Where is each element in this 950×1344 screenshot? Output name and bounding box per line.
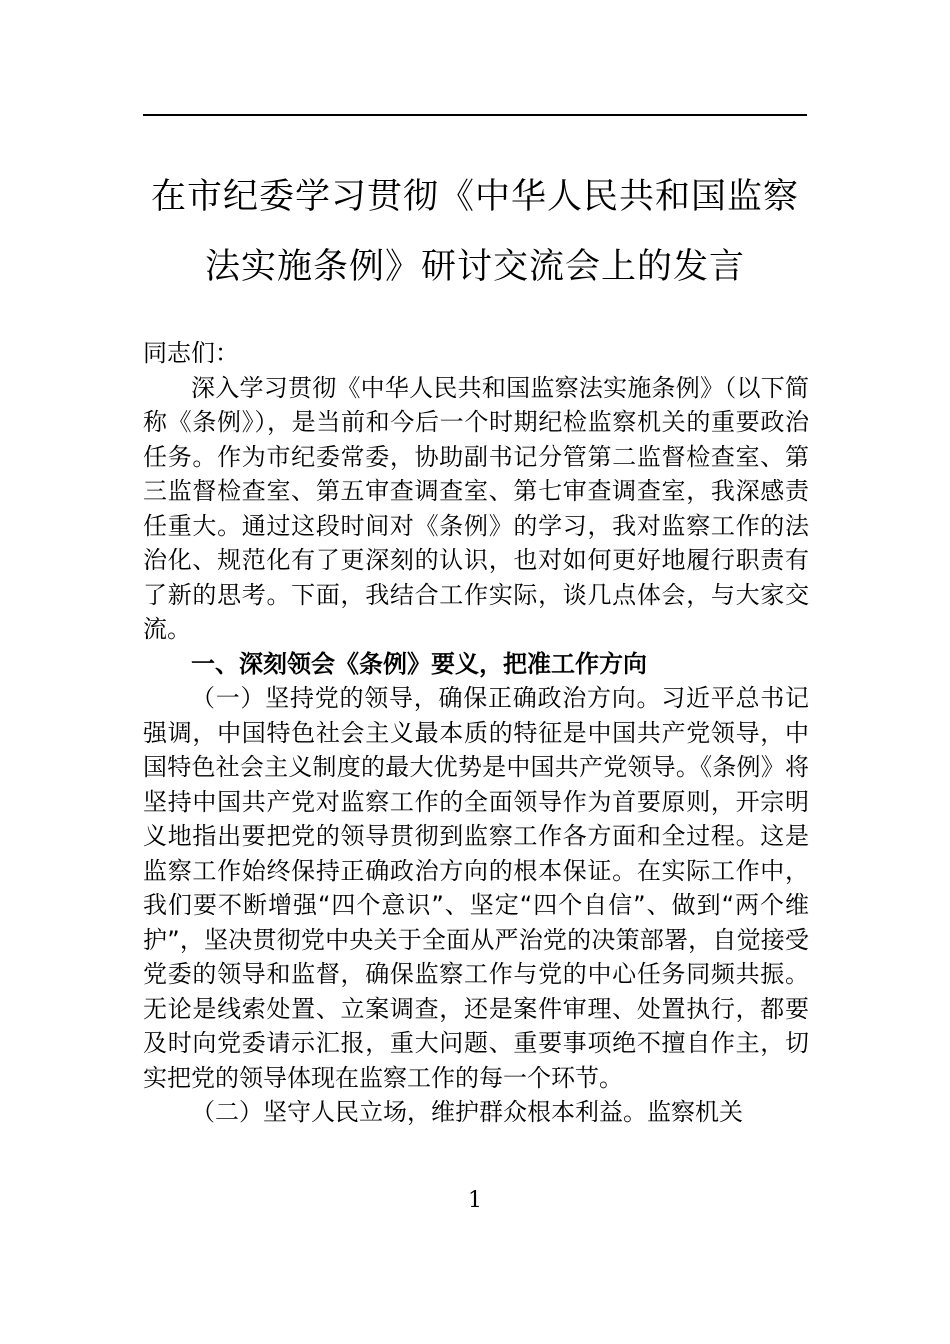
header-rule [143, 114, 807, 116]
paragraph-section-1-1: （一）坚持党的领导，确保正确政治方向。习近平总书记强调，中国特色社会主义最本质的特征是中国共产党领导，中国特色社会主义制度的最大优势是中国共产党领导。《条例》将坚持中国共产党对监察工作的全面领导作为首要原则，开宗明义地指出要把党的领导贯彻到监察工作各方面和全过程。这是监察工作始终保持正确政治方向的根本保证。在实际工作中，我们要不断增强“四个意识”、坚定“四个自信”、做到“两个维护”，坚决贯彻党中央关于全面从严治党的决策部署，自觉接受党委的领导和监督，确保监察工作与党的中心任务同频共振。无论是线索处置、立案调查，还是案件审理、处置执行，都要及时向党委请示汇报，重大问题、重要事项绝不擅自作主，切实把党的领导体现在监察工作的每一个环节。 [143, 684, 809, 1092]
section-heading-1: 一、深刻领会《条例》要义，把准工作方向 [191, 649, 647, 678]
title-line-2: 法实施条例》研讨交流会上的发言 [204, 247, 745, 287]
salutation: 同志们： [143, 339, 239, 367]
document-body [143, 336, 809, 1130]
page-number: 1 [468, 1188, 482, 1213]
title-line-1: 在市纪委学习贯彻《中华人民共和国监察 [150, 177, 799, 217]
paragraph-section-1-2: （二）坚守人民立场，维护群众根本利益。监察机关 [191, 1098, 743, 1126]
document-title [143, 162, 807, 302]
paragraph-intro: 深入学习贯彻《中华人民共和国监察法实施条例》（以下简称《条例》），是当前和今后一个时期纪检监察机关的重要政治任务。作为市纪委常委，协助副书记分管第二监督检查室、第三监督检查室、第五审查调查室、第七审查调查室，我深感责任重大。通过这段时间对《条例》的学习，我对监察工作的法治化、规范化有了更深刻的认识，也对如何更好地履行职责有了新的思考。下面，我结合工作实际，谈几点体会，与大家交流。 [143, 373, 809, 643]
